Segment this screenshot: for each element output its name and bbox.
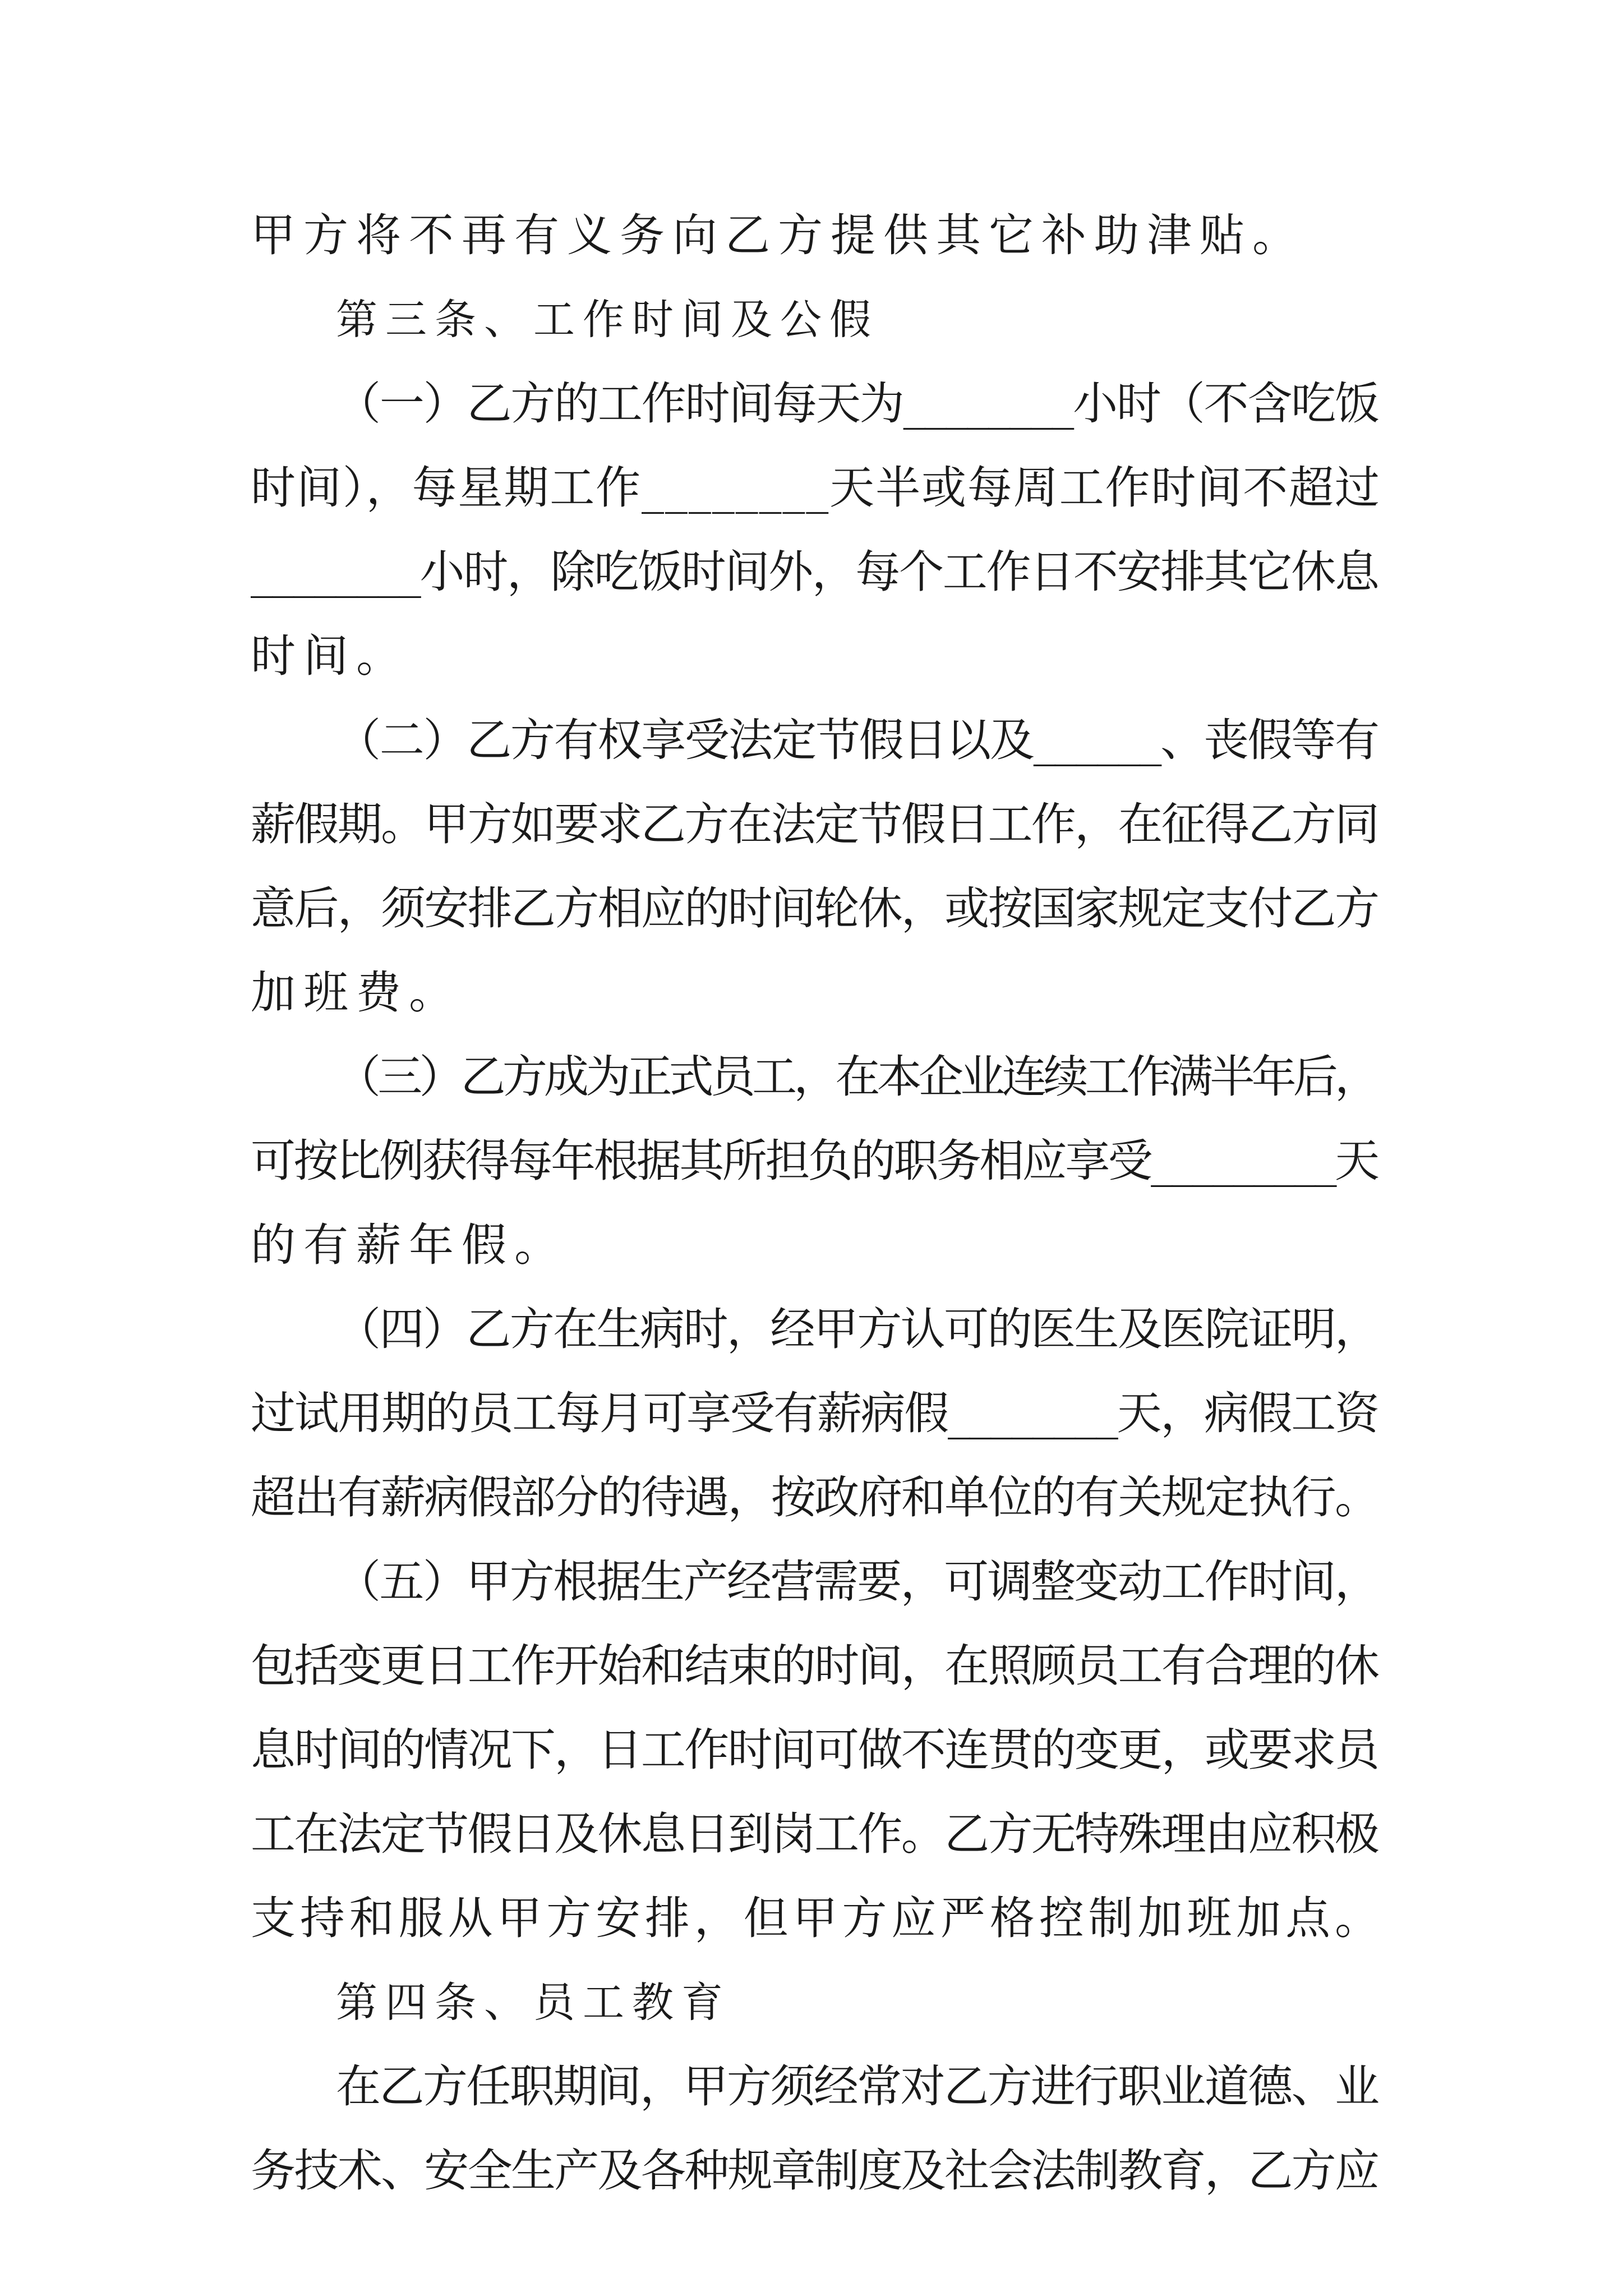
text-line: 支持和服从甲方安排，但甲方应严格控制加班加点。 bbox=[251, 1892, 1384, 1944]
text-line: （一）乙方的工作时间每天为________小时（不含吃饭 bbox=[336, 378, 1378, 430]
text-line: 加班费。 bbox=[251, 967, 462, 1019]
text-line: 时间），每星期工作________天半或每周工作时间不超过 bbox=[251, 462, 1381, 514]
text-line: 工在法定节假日及休息日到岗工作。乙方无特殊理由应积极 bbox=[251, 1808, 1378, 1860]
text-line: （三）乙方成为正式员工，在本企业连续工作满半年后， bbox=[336, 1051, 1377, 1103]
section-heading: 第三条、工作时间及公假 bbox=[336, 296, 879, 344]
text-line: ________小时，除吃饭时间外，每个工作日不安排其它休息 bbox=[251, 546, 1378, 598]
text-line: （四）乙方在生病时，经甲方认可的医生及医院证明， bbox=[336, 1303, 1378, 1355]
text-line: 包括变更日工作开始和结束的时间，在照顾员工有合理的休 bbox=[251, 1640, 1378, 1692]
text-line: 可按比例获得每年根据其所担负的职务相应享受_________天 bbox=[251, 1135, 1378, 1187]
text-line: 时间。 bbox=[251, 630, 409, 682]
text-line: 意后，须安排乙方相应的时间轮休，或按国家规定支付乙方 bbox=[251, 882, 1378, 935]
text-line: （二）乙方有权享受法定节假日以及______、丧假等有 bbox=[336, 714, 1378, 766]
text-line: 过试用期的员工每月可享受有薪病假________天，病假工资 bbox=[251, 1387, 1378, 1439]
text-line: 在乙方任职期间，甲方须经常对乙方进行职业道德、业 bbox=[336, 2060, 1378, 2113]
section-heading: 第四条、员工教育 bbox=[336, 1978, 731, 2027]
text-line: 超出有薪病假部分的待遇，按政府和单位的有关规定执行。 bbox=[251, 1471, 1378, 1524]
text-line: 薪假期。甲方如要求乙方在法定节假日工作，在征得乙方同 bbox=[251, 798, 1378, 850]
text-line: 甲方将不再有义务向乙方提供其它补助津贴。 bbox=[251, 209, 1305, 261]
text-line: 务技术、安全生产及各种规章制度及社会法制教育，乙方应 bbox=[251, 2145, 1378, 2197]
text-line: 息时间的情况下，日工作时间可做不连贯的变更，或要求员 bbox=[251, 1724, 1378, 1776]
text-line: （五）甲方根据生产经营需要，可调整变动工作时间， bbox=[336, 1556, 1378, 1608]
text-line: 的有薪年假。 bbox=[251, 1219, 567, 1271]
